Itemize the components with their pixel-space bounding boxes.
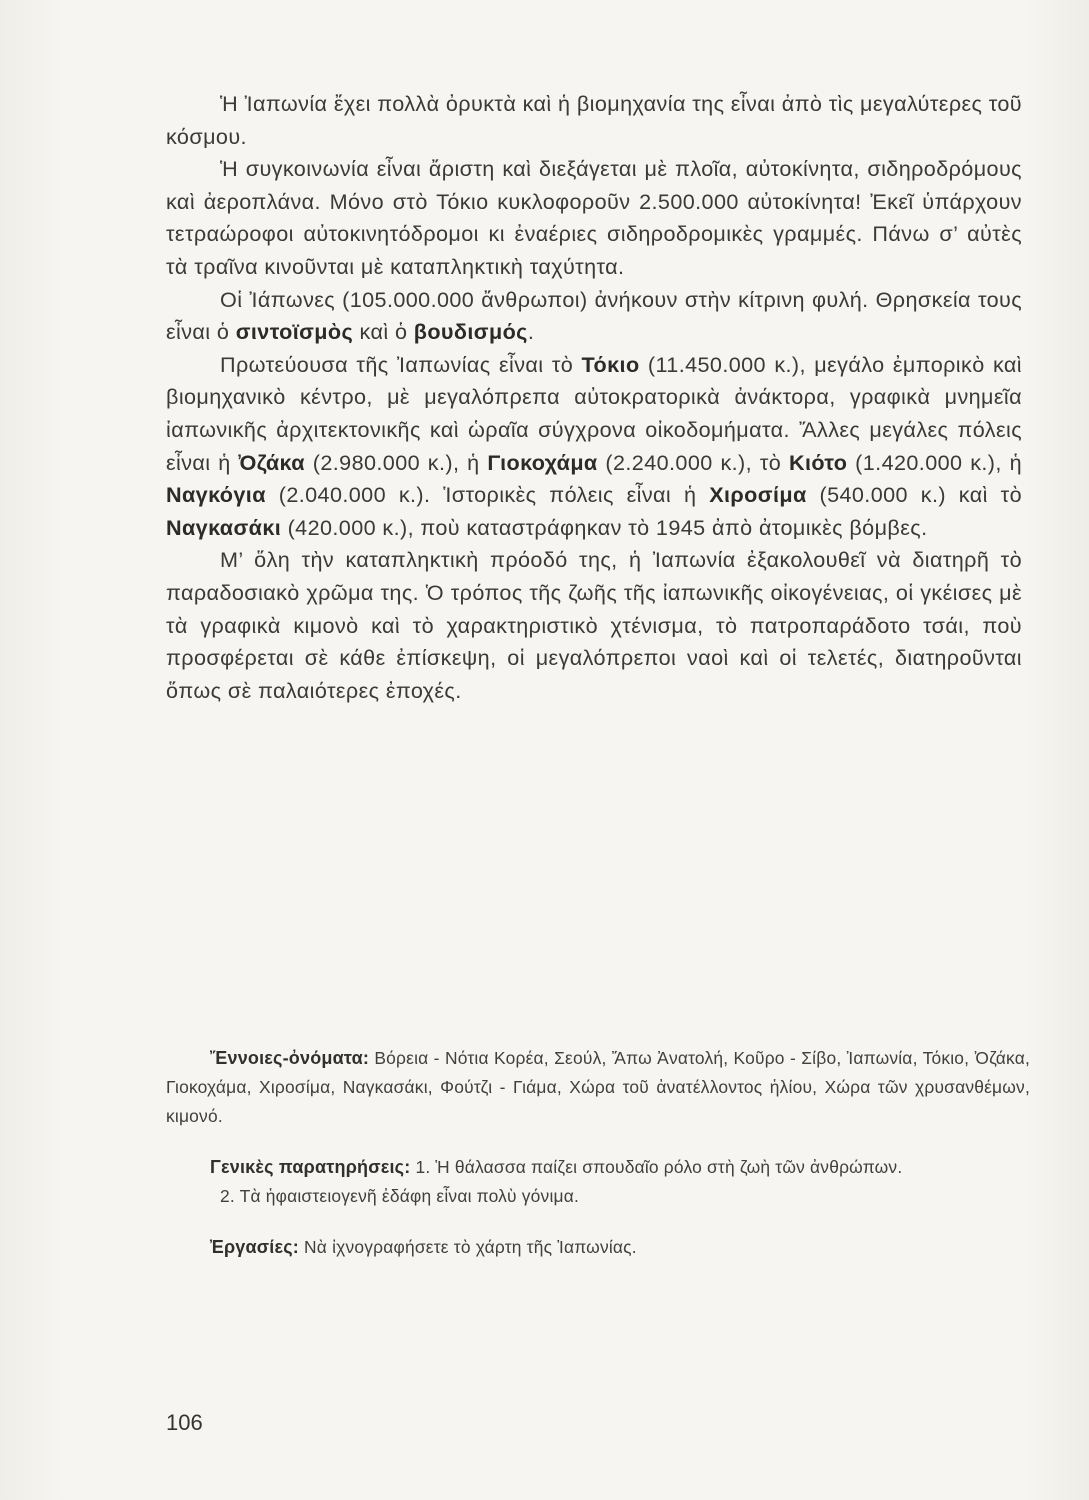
remarks-note: Γενικὲς παρατηρήσεις: 1. Ἡ θάλασσα παίζει σπουδαῖο ρόλο στὴ ζωὴ τῶν ἀνθρώπων. (210, 1157, 903, 1177)
remarks-item-2: 2. Τὰ ἡφαιστειογενῆ ἐδάφη εἶναι πολὺ γόνιμα. (220, 1186, 580, 1206)
city-tokyo: Τόκιο (581, 351, 640, 377)
chapter-notes (166, 1044, 1030, 1262)
city-yokohama: Γιοκοχάμα (487, 449, 598, 475)
city-nagoya: Ναγκόγια (166, 482, 266, 508)
concepts-label: Ἔννοιες-ὀνόματα: (210, 1048, 370, 1068)
paragraph-industry: Ἡ Ἰαπωνία ἔχει πολλὰ ὀρυκτὰ καὶ ἡ βιομηχανία της εἶναι ἀπὸ τὶς μεγαλύτερες τοῦ κόσμου. (166, 91, 1022, 149)
tasks-note: Ἐργασίες: Νὰ ἰχνογραφήσετε τὸ χάρτη τῆς Ἰαπωνίας. (210, 1237, 637, 1257)
tasks-label: Ἐργασίες: (210, 1237, 299, 1257)
term-buddhism: βουδισμός (413, 319, 528, 345)
page-number: 106 (166, 1410, 203, 1435)
paragraph-tradition: Μ’ ὅλη τὴν καταπληκτικὴ πρόοδό της, ἡ Ἰαπωνία ἐξακολουθεῖ νὰ διατηρῆ τὸ παραδοσιακὸ χρῶμα της. Ὁ τρόπος τῆς ζωῆς τῆς ἰαπωνικῆς οἰκογένειας, οἱ γκέισες μὲ τὰ γραφικὰ κιμονὸ καὶ τὸ χαρακτηριστικὸ χτένισμα, τὸ πατροπαράδοτο τσάι, ποὺ προσφέρεται σὲ κάθε ἐπίσκεψη, οἱ μεγαλόπρεποι ναοὶ καὶ οἱ τελετές, διατηροῦνται ὅπως σὲ παλαιότερες ἐποχές. (166, 547, 1022, 703)
city-hiroshima: Χιροσίμα (709, 482, 807, 508)
term-shinto: σιντοϊσμὸς (235, 319, 354, 345)
paragraph-cities: Πρωτεύουσα τῆς Ἰαπωνίας εἶναι τὸ Τόκιο (11.450.000 κ.), μεγάλο ἐμπορικὸ καὶ βιομηχανικὸ κέντρο, μὲ μεγαλόπρεπα αὐτοκρατορικὰ ἀνάκτορα, γραφικὰ μνημεῖα ἰαπωνικῆς ἀρχιτεκτονικῆς καὶ ὡραῖα σύγχρονα οἰκοδομήματα. Ἄλλες μεγάλες πόλεις εἶναι ἡ Ὀζάκα (2.980.000 κ.), ἡ Γιοκοχάμα (2.240.000 κ.), τὸ Κιότο (1.420.000 κ.), ἡ Ναγκόγια (2.040.000 κ.). Ἱστορικὲς πόλεις εἶναι ἡ Χιροσίμα (540.000 κ.) καὶ τὸ Ναγκασάκι (420.000 κ.), ποὺ καταστράφηκαν τὸ 1945 ἀπὸ ἀτομικὲς βόμβες. (166, 351, 1022, 540)
main-text (166, 88, 1022, 707)
city-nagasaki: Ναγκασάκι (166, 514, 282, 540)
remarks-label: Γενικὲς παρατηρήσεις: (210, 1157, 411, 1177)
city-osaka: Ὀζάκα (238, 449, 305, 475)
concepts-note: Ἔννοιες-ὀνόματα: Βόρεια - Νότια Κορέα, Σεούλ, Ἄπω Ἀνατολή, Κοῦρο - Σίβο, Ἰαπωνία, Τόκιο, Ὀζάκα, Γιοκοχάμα, Χιροσίμα, Ναγκασάκι, Φούτζι - Γιάμα, Χώρα τοῦ ἀνατέλλοντος ἡλίου, Χώρα τῶν χρυσανθέμων, κιμονό. (166, 1048, 1030, 1126)
city-kyoto: Κιότο (788, 449, 848, 475)
paragraph-transport: Ἡ συγκοινωνία εἶναι ἄριστη καὶ διεξάγεται μὲ πλοῖα, αὐτοκίνητα, σιδηροδρόμους καὶ ἀεροπλάνα. Μόνο στὸ Τόκιο κυκλοφοροῦν 2.500.000 αὐτοκίνητα! Ἐκεῖ ὑπάρχουν τετραώροφοι αὐτοκινητόδρομοι κι ἐναέριες σιδηροδρομικὲς γραμμές. Πάνω σ’ αὐτὲς τὰ τραῖνα κινοῦνται μὲ καταπληκτικὴ ταχύτητα. (166, 156, 1022, 279)
paragraph-population: Οἱ Ἰάπωνες (105.000.000 ἄνθρωποι) ἀνήκουν στὴν κίτρινη φυλή. Θρησκεία τους εἶναι ὁ σιντοϊσμὸς καὶ ὁ βουδισμός. (166, 286, 1022, 345)
